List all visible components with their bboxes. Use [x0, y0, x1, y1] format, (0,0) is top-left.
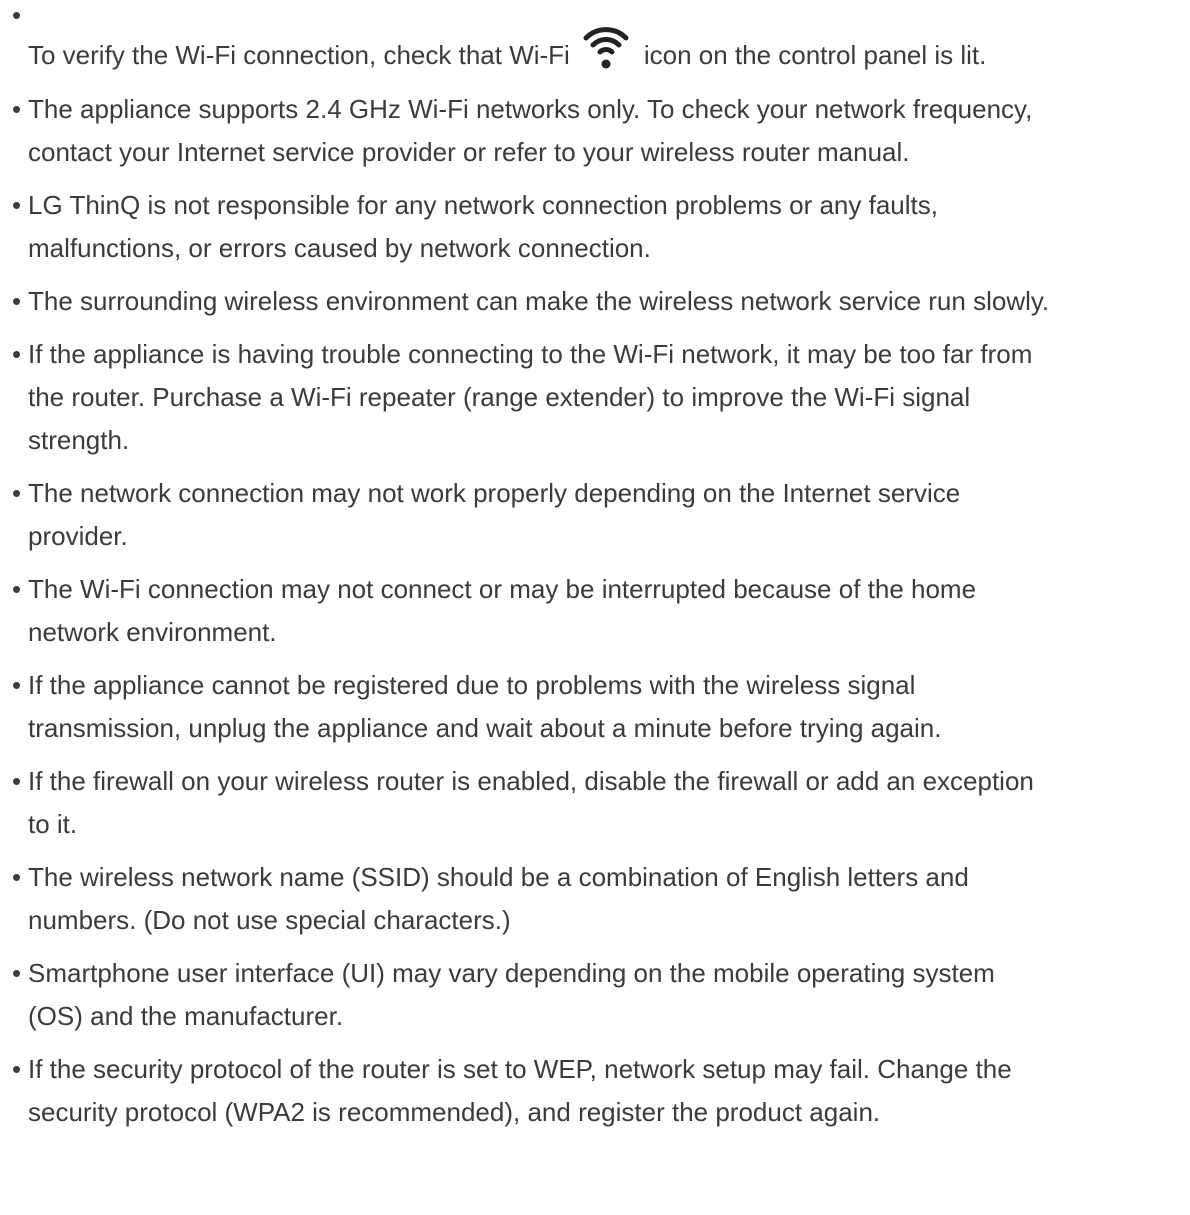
bullet: •: [12, 94, 22, 124]
list-item-line: the router. Purchase a Wi-Fi repeater (range extender) to improve the Wi-Fi signal: [28, 382, 971, 412]
list-item: [0, 472, 1190, 558]
list-item: [0, 88, 1190, 174]
list-item: [0, 952, 1190, 1038]
list-item: [0, 568, 1190, 654]
list-item-line: to it.: [28, 809, 78, 839]
list-item-line: contact your Internet service provider or refer to your wireless router manual.: [28, 137, 910, 167]
bullet: •: [12, 670, 22, 700]
list-item-text-after-icon: icon on the control panel is lit.: [643, 40, 987, 70]
bullet: •: [12, 286, 22, 316]
list-item-wifi-verify: [28, 31, 986, 79]
list-item-line: (OS) and the manufacturer.: [28, 1001, 344, 1031]
list-item: [0, 760, 1190, 846]
list-item-line: strength.: [28, 425, 130, 455]
notes-list: [0, 88, 1190, 1144]
list-item: [0, 856, 1190, 942]
list-item-line: network environment.: [28, 617, 277, 647]
list-item-line: security protocol (WPA2 is recommended), and register the product again.: [28, 1097, 881, 1127]
list-item-line: transmission, unplug the appliance and wait about a minute before trying again.: [28, 713, 942, 743]
list-item-line: The appliance supports 2.4 GHz Wi-Fi networks only. To check your network frequency,: [28, 94, 1033, 124]
list-item-line: malfunctions, or errors caused by network connection.: [28, 233, 651, 263]
list-item-line: The Wi-Fi connection may not connect or may be interrupted because of the home: [28, 574, 977, 604]
bullet: •: [12, 958, 22, 988]
list-item-line: If the security protocol of the router is set to WEP, network setup may fail. Change the: [28, 1054, 1012, 1084]
bullet: •: [12, 190, 22, 220]
list-item-line: If the appliance cannot be registered due to problems with the wireless signal: [28, 670, 916, 700]
bullet: •: [12, 862, 22, 892]
list-item-line: provider.: [28, 521, 128, 551]
list-item-line: The surrounding wireless environment can make the wireless network service run slowly.: [28, 286, 1050, 316]
bullet: •: [12, 478, 22, 508]
list-item: [0, 1048, 1190, 1134]
wifi-icon: [576, 23, 636, 71]
list-item-text-before-icon: To verify the Wi-Fi connection, check that Wi-Fi: [28, 40, 570, 70]
bullet: •: [12, 766, 22, 796]
list-item-line: Smartphone user interface (UI) may vary depending on the mobile operating system: [28, 958, 995, 988]
list-item-line: LG ThinQ is not responsible for any network connection problems or any faults,: [28, 190, 938, 220]
list-item: [0, 280, 1190, 323]
list-item-line: If the appliance is having trouble connecting to the Wi-Fi network, it may be too far from: [28, 339, 1033, 369]
list-item-line: The network connection may not work properly depending on the Internet service: [28, 478, 961, 508]
bullet: •: [12, 0, 22, 30]
list-item-line: The wireless network name (SSID) should be a combination of English letters and: [28, 862, 969, 892]
list-item: [0, 664, 1190, 750]
bullet: •: [12, 1054, 22, 1084]
list-item: [0, 184, 1190, 270]
list-item: [0, 333, 1190, 462]
bullet: •: [12, 339, 22, 369]
list-item-line: numbers. (Do not use special characters.): [28, 905, 511, 935]
list-item-line: If the firewall on your wireless router is enabled, disable the firewall or add an exception: [28, 766, 1034, 796]
bullet: •: [12, 574, 22, 604]
